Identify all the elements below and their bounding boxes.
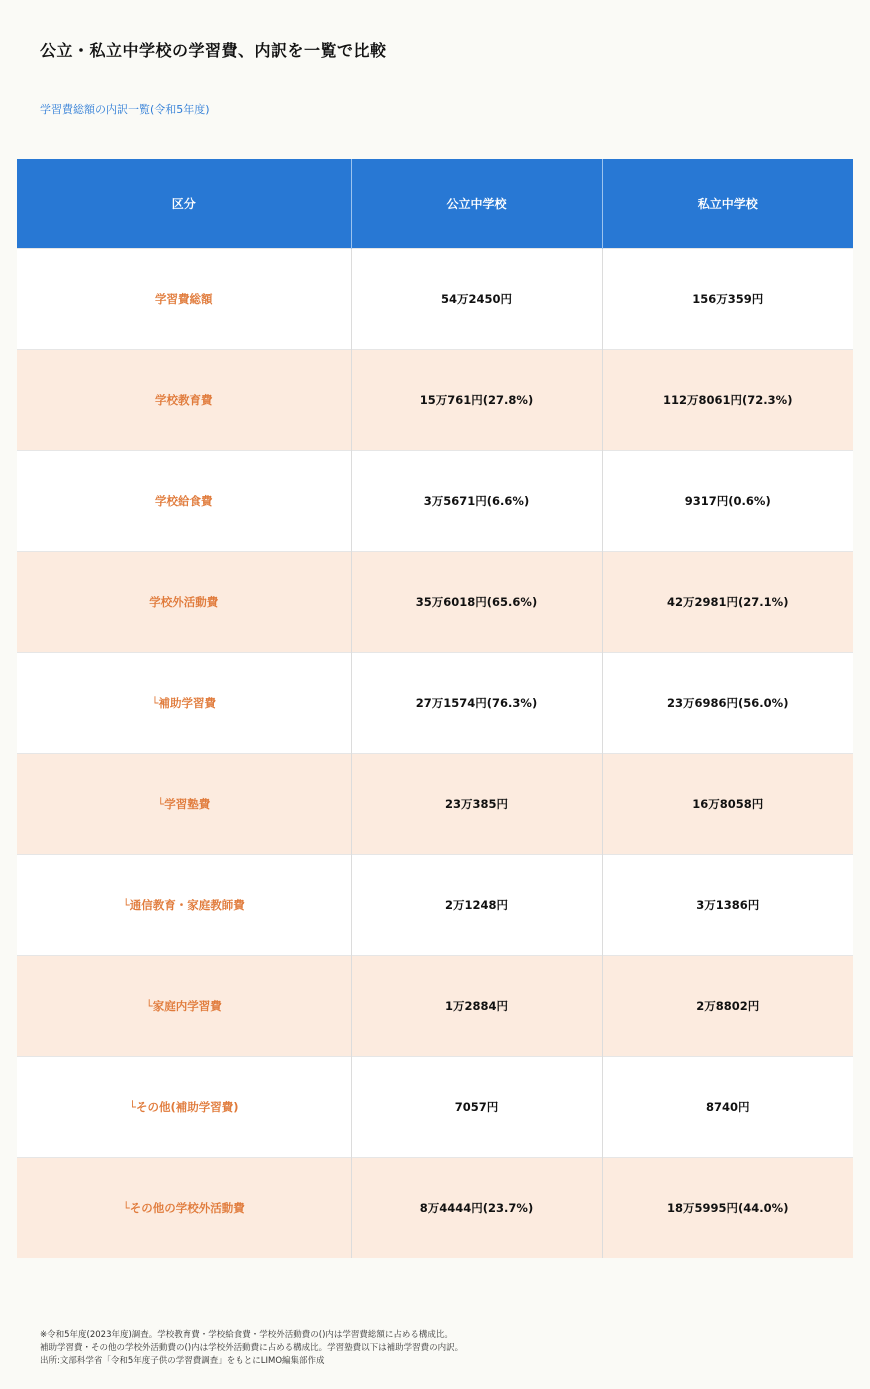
table-row xyxy=(17,1158,853,1259)
cost-comparison-table xyxy=(17,159,853,1258)
table-row xyxy=(17,754,853,855)
row-label: 学校外活動費 xyxy=(17,552,351,653)
table-row xyxy=(17,350,853,451)
footnote-source: 出所:文部科学省「令和5年度子供の学習費調査」をもとにLIMO編集部作成 xyxy=(40,1356,325,1366)
public-value: 27万1574円(76.3%) xyxy=(351,653,602,754)
table-row xyxy=(17,653,853,754)
row-label: └家庭内学習費 xyxy=(17,956,351,1057)
private-value: 42万2981円(27.1%) xyxy=(602,552,853,653)
footnote-breakdown: 補助学習費・その他の学校外活動費の()内は学校外活動費に占める構成比。学習塾費以下は補助学習費の内訳。 xyxy=(40,1343,464,1353)
public-value: 54万2450円 xyxy=(351,249,602,350)
public-value: 7057円 xyxy=(351,1057,602,1158)
public-value: 35万6018円(65.6%) xyxy=(351,552,602,653)
header-private-school: 私立中学校 xyxy=(602,159,853,249)
table-row xyxy=(17,552,853,653)
private-value: 16万8058円 xyxy=(602,754,853,855)
public-value: 15万761円(27.8%) xyxy=(351,350,602,451)
row-label: └その他の学校外活動費 xyxy=(17,1158,351,1259)
row-label: 学習費総額 xyxy=(17,249,351,350)
private-value: 9317円(0.6%) xyxy=(602,451,853,552)
row-label: └その他(補助学習費) xyxy=(17,1057,351,1158)
private-value: 112万8061円(72.3%) xyxy=(602,350,853,451)
footnotes xyxy=(40,1329,463,1368)
table-row xyxy=(17,249,853,350)
table-header-row xyxy=(17,159,853,249)
table-row xyxy=(17,855,853,956)
private-value: 3万1386円 xyxy=(602,855,853,956)
public-value: 8万4444円(23.7%) xyxy=(351,1158,602,1259)
private-value: 8740円 xyxy=(602,1057,853,1158)
public-value: 2万1248円 xyxy=(351,855,602,956)
header-category: 区分 xyxy=(17,159,351,249)
footnote-survey: ※令和5年度(2023年度)調査。学校教育費・学校給食費・学校外活動費の()内は学習費総額に占める構成比。 xyxy=(40,1330,453,1340)
row-label: └学習塾費 xyxy=(17,754,351,855)
table-row xyxy=(17,1057,853,1158)
row-label: 学校給食費 xyxy=(17,451,351,552)
table-row xyxy=(17,956,853,1057)
table-row xyxy=(17,451,853,552)
public-value: 3万5671円(6.6%) xyxy=(351,451,602,552)
private-value: 23万6986円(56.0%) xyxy=(602,653,853,754)
table-caption: 学習費総額の内訳一覧(令和5年度) xyxy=(40,103,210,116)
row-label: └補助学習費 xyxy=(17,653,351,754)
private-value: 156万359円 xyxy=(602,249,853,350)
row-label: └通信教育・家庭教師費 xyxy=(17,855,351,956)
private-value: 18万5995円(44.0%) xyxy=(602,1158,853,1259)
row-label: 学校教育費 xyxy=(17,350,351,451)
public-value: 23万385円 xyxy=(351,754,602,855)
private-value: 2万8802円 xyxy=(602,956,853,1057)
public-value: 1万2884円 xyxy=(351,956,602,1057)
page-title: 公立・私立中学校の学習費、内訳を一覧で比較 xyxy=(40,41,387,60)
header-public-school: 公立中学校 xyxy=(351,159,602,249)
